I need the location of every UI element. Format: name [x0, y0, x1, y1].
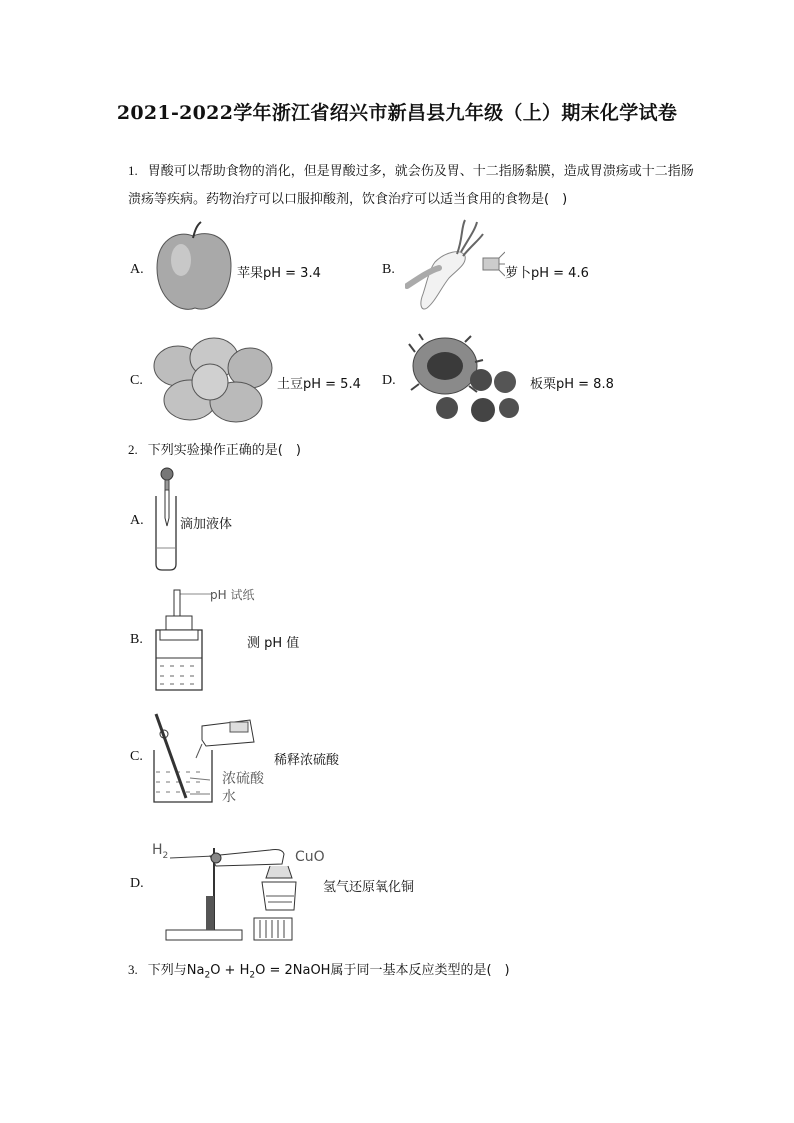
sulfuric-acid-label: 浓硫酸	[222, 771, 264, 787]
option-caption: 板栗pH = 8.8	[530, 377, 614, 392]
option-caption: 测 pH 值	[247, 636, 300, 651]
option-letter: B.	[130, 632, 143, 647]
chestnut-image	[405, 332, 527, 428]
question-3	[128, 956, 698, 990]
option-letter: B.	[382, 262, 395, 277]
option-letter: A.	[130, 513, 144, 528]
water-label: 水	[222, 789, 236, 805]
hydrogen-reduction-apparatus-image	[150, 836, 300, 946]
copper-oxide-label: CuO	[295, 849, 325, 865]
potato-image	[150, 330, 276, 426]
dropper-test-tube-image	[150, 466, 180, 572]
option-letter: C.	[130, 749, 143, 764]
radish-image	[405, 218, 505, 316]
question-number: 3.	[128, 962, 138, 977]
option-caption: 滴加液体	[180, 517, 233, 532]
question-2	[128, 436, 698, 465]
ph-paper-label: pH 试纸	[210, 588, 255, 602]
page-title: 2021-2022学年浙江省绍兴市新昌县九年级（上）期末化学试卷	[116, 102, 678, 124]
question-text: 胃酸可以帮助食物的消化，但是胃酸过多，就会伤及胃、十二指肠黏膜，造成胃溃疡或十二指肠溃疡等疾病。药物治疗可以口服抑酸剂，饮食治疗可以适当食用的食物是( )	[128, 164, 694, 207]
hydrogen-label: $H_2$	[152, 842, 169, 861]
dilution-beaker-image	[150, 708, 270, 806]
option-caption: 稀释浓硫酸	[274, 753, 340, 768]
option-letter: A.	[130, 262, 144, 277]
question-number: 1.	[128, 163, 138, 178]
option-caption: 土豆pH = 5.4	[277, 377, 361, 392]
question-text: 下列实验操作正确的是( )	[147, 443, 301, 458]
option-letter: D.	[382, 373, 396, 388]
option-caption: 苹果pH = 3.4	[237, 266, 321, 281]
question-1	[128, 157, 698, 214]
question-text: 下列与$Na_2O + H_2O$ = 2NaOH属于同一基本反应类型的是( )	[147, 963, 510, 981]
apple-image	[153, 220, 233, 316]
option-letter: D.	[130, 876, 144, 891]
option-letter: C.	[130, 373, 143, 388]
question-number: 2.	[128, 442, 138, 457]
option-caption: 萝卜pH = 4.6	[505, 266, 589, 281]
option-caption: 氢气还原氧化铜	[323, 880, 415, 895]
